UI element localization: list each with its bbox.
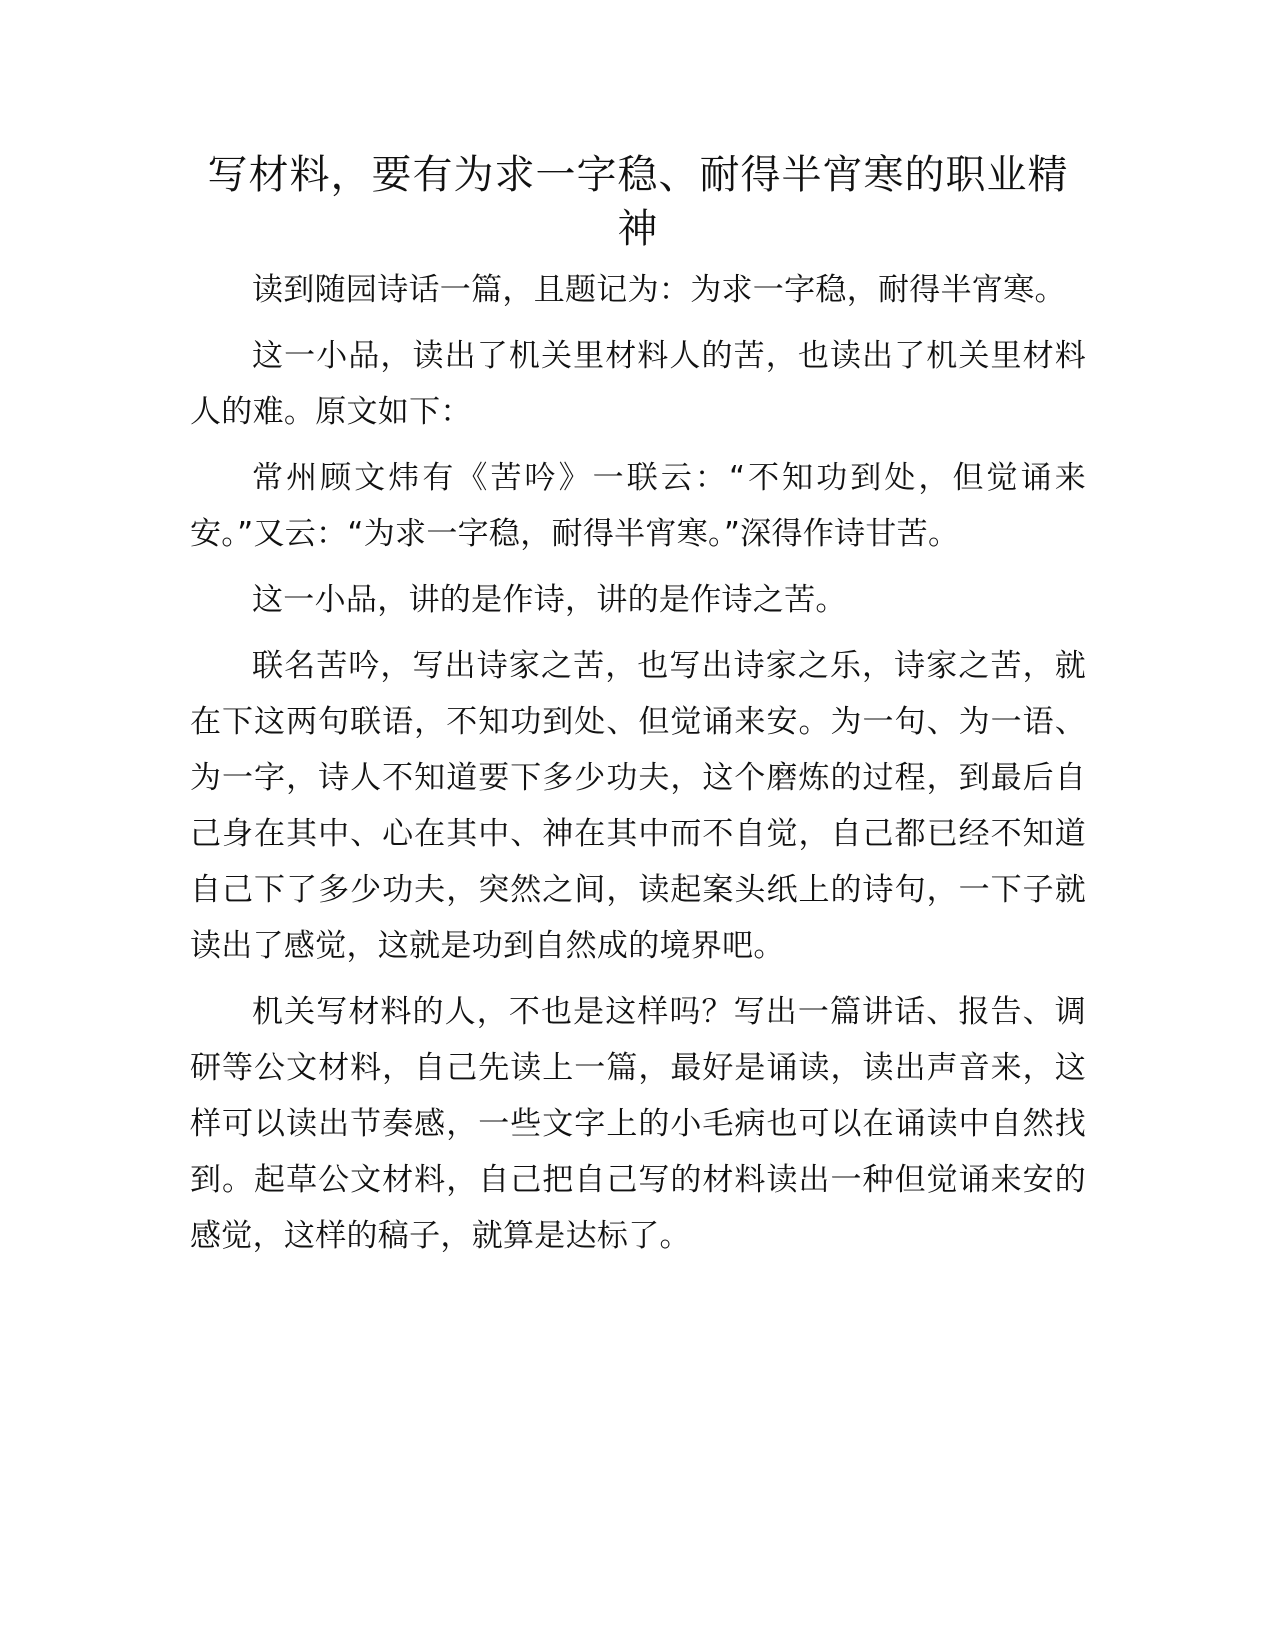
paragraph-4: 这一小品，讲的是作诗，讲的是作诗之苦。	[252, 582, 847, 618]
paragraph-5: 联名苦吟，写出诗家之苦，也写出诗家之乐，诗家之苦，就在下这两句联语，不知功到处、但觉诵来安。为一句、为一语、为一字，诗人不知道要下多少功夫，这个磨炼的过程，到最后自己身在其中、心在其中、神在其中而不自觉，自己都已经不知道自己下了多少功夫，突然之间，读起案头纸上的诗句，一下子就读出了感觉，这就是功到自然成的境界吧。	[190, 648, 1086, 964]
paragraph-1: 读到随园诗话一篇，且题记为：为求一字稳，耐得半宵寒。	[252, 272, 1066, 308]
paragraph-6: 机关写材料的人，不也是这样吗？写出一篇讲话、报告、调研等公文材料，自己先读上一篇，最好是诵读，读出声音来，这样可以读出节奏感，一些文字上的小毛病也可以在诵读中自然找到。起草公文材料，自己把自己写的材料读出一种但觉诵来安的感觉，这样的稿子，就算是达标了。	[190, 994, 1086, 1254]
document-title: 写材料，要有为求一字稳、耐得半宵寒的职业精神	[207, 152, 1069, 252]
document-body	[190, 148, 1086, 1274]
paragraph-3: 常州顾文炜有《苦吟》一联云：“不知功到处，但觉诵来安。”又云：“为求一字稳，耐得半宵寒。”深得作诗甘苦。	[190, 460, 1086, 552]
paragraph-2: 这一小品，读出了机关里材料人的苦，也读出了机关里材料人的难。原文如下：	[190, 338, 1086, 430]
